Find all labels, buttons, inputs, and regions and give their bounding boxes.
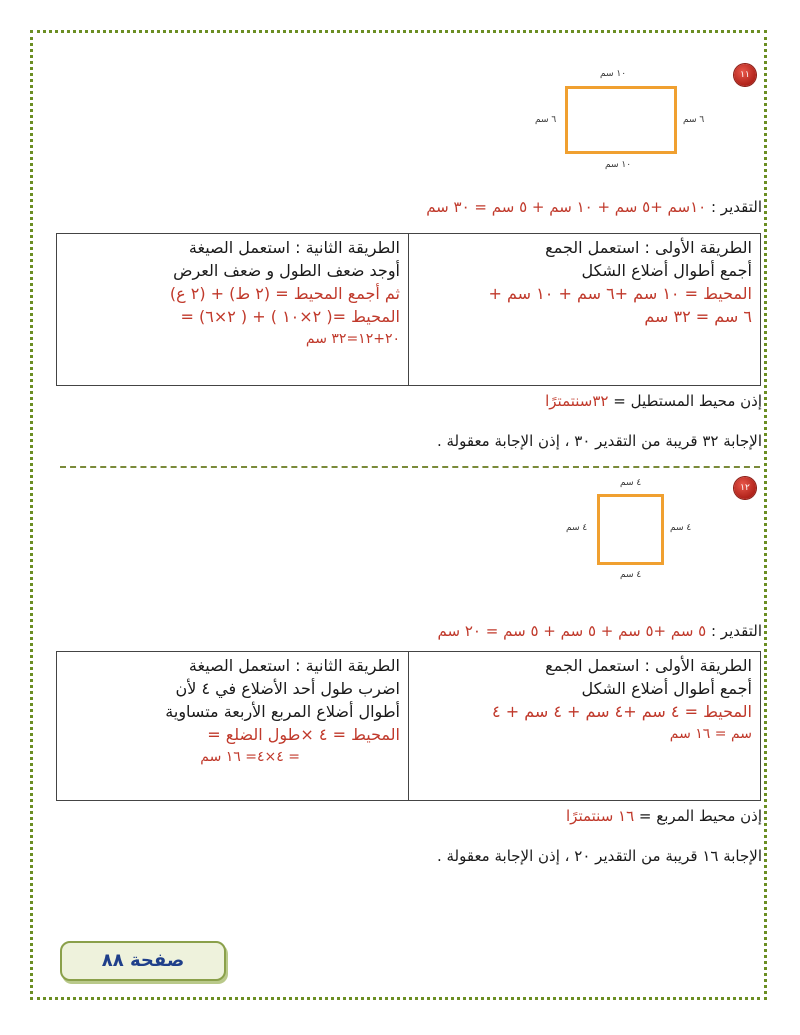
methods-table-11 — [56, 233, 761, 386]
method-2-title: الطريقة الثانية : استعمل الصيغة — [188, 238, 400, 257]
square-bottom-label: ٤ سم — [620, 570, 642, 580]
conclusion-label: إذن محيط المربع = — [634, 807, 762, 825]
method-1-line: المحيط = ٤ سم +٤ سم + ٤ سم + ٤ — [492, 702, 752, 721]
method-2-line: اضرب طول أحد الأضلاع في ٤ لأن — [175, 679, 400, 698]
method-1-line: سم = ١٦ سم — [669, 726, 752, 742]
method-2-cell — [57, 652, 408, 800]
square-right-label: ٤ سم — [670, 523, 692, 533]
method-2-title: الطريقة الثانية : استعمل الصيغة — [188, 656, 400, 675]
problem-12-badge: ١٢ — [734, 477, 756, 499]
method-1-line: أجمع أطوال أضلاع الشكل — [581, 261, 752, 280]
page-number-tab: صفحة ٨٨ — [60, 941, 226, 981]
estimate-12 — [35, 622, 762, 640]
square-left-label: ٤ سم — [566, 523, 588, 533]
estimate-value: ٥ سم +٥ سم + ٥ سم + ٥ سم = ٢٠ سم — [437, 622, 707, 640]
problem-11-badge: ١١ — [734, 64, 756, 86]
method-2-line: المحيط = ٤ ×طول الضلع = — [207, 725, 400, 744]
method-2-line: أطوال أضلاع المربع الأربعة متساوية — [165, 702, 400, 721]
estimate-11 — [35, 198, 762, 216]
method-1-line: أجمع أطوال أضلاع الشكل — [581, 679, 752, 698]
methods-table-12 — [56, 651, 761, 801]
answer-12: الإجابة ١٦ قريبة من التقدير ٢٠ ، إذن الإجابة معقولة . — [436, 847, 762, 865]
rect-left-label: ٦ سم — [535, 115, 557, 125]
rect-bottom-label: ١٠ سم — [605, 160, 632, 170]
estimate-value: ١٠سم +٥ سم + ١٠ سم + ٥ سم = ٣٠ سم — [426, 198, 707, 216]
square-top-label: ٤ سم — [620, 478, 642, 488]
method-1-title: الطريقة الأولى : استعمل الجمع — [545, 656, 752, 675]
method-2-line: = ٤×٤= ١٦ سم — [200, 749, 300, 765]
section-divider — [60, 466, 760, 468]
answer-11: الإجابة ٣٢ قريبة من التقدير ٣٠ ، إذن الإجابة معقولة . — [436, 432, 762, 450]
square-figure — [597, 494, 664, 565]
method-2-line: أوجد ضعف الطول و ضعف العرض — [173, 261, 400, 280]
method-1-title: الطريقة الأولى : استعمل الجمع — [545, 238, 752, 257]
conclusion-value: ٣٢سنتمترًا — [545, 392, 609, 410]
method-2-line: المحيط =( ٢×١٠ ) + ( ٢×٦) = — [180, 307, 400, 326]
method-2-cell — [57, 234, 408, 385]
conclusion-value: ١٦ سنتمترًا — [566, 807, 635, 825]
rectangle-figure — [565, 86, 677, 154]
estimate-label: التقدير : — [706, 622, 762, 640]
method-1-line: المحيط = ١٠ سم +٦ سم + ١٠ سم + — [488, 284, 752, 303]
method-1-line: ٦ سم = ٣٢ سم — [644, 307, 752, 326]
estimate-label: التقدير : — [706, 198, 762, 216]
conclusion-12 — [35, 807, 762, 825]
conclusion-label: إذن محيط المستطيل = — [608, 392, 762, 410]
rect-top-label: ١٠ سم — [600, 69, 627, 79]
method-1-cell — [408, 652, 760, 800]
conclusion-11 — [35, 392, 762, 410]
rect-right-label: ٦ سم — [683, 115, 705, 125]
method-2-line: ٢٠+١٢=٣٢ سم — [305, 331, 400, 347]
method-1-cell — [408, 234, 760, 385]
method-2-line: ثم أجمع المحيط = (٢ ط) + (٢ ع) — [169, 284, 400, 303]
